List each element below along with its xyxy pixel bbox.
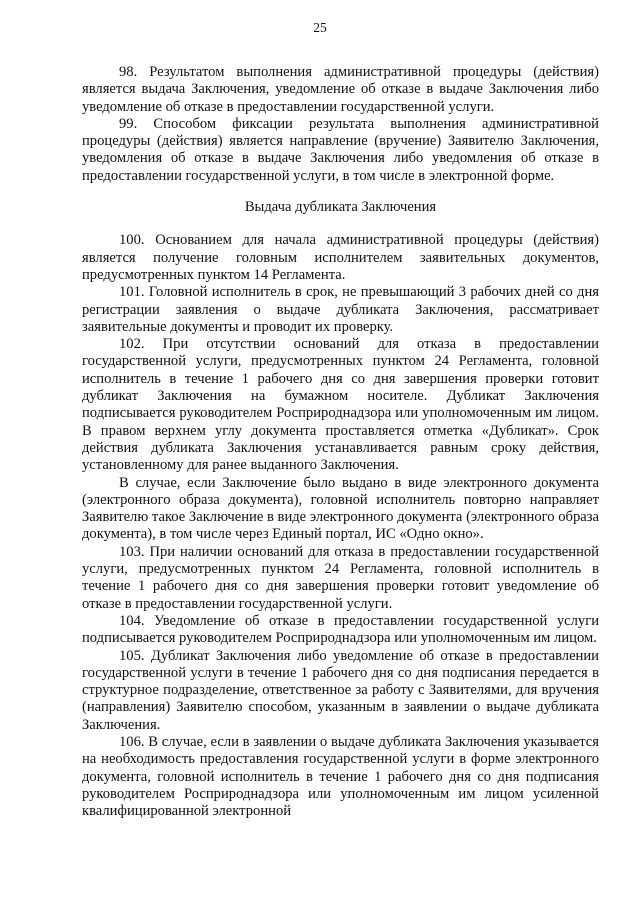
document-body — [82, 64, 599, 820]
paragraph-102-continued: В случае, если Заключение было выдано в виде электронного документа (электронного образа документа), головной исполнитель повторно направляет Заявителю такое Заключение в виде электронного документа (электронного образа документа), в том числе через Единый портал, ИС «Одно окно». — [82, 474, 599, 543]
section-heading: Выдача дубликата Заключения — [244, 199, 437, 216]
paragraph-98: 98. Результатом выполнения административной процедуры (действия) является выдача Заключения, уведомление об отказе в выдаче Заключения либо уведомление об отказе в предоставлении государственной услуги. — [82, 64, 599, 115]
paragraph-102: 102. При отсутствии оснований для отказа в предоставлении государственной услуги, предусмотренных пунктом 24 Регламента, головной исполнитель в течение 1 рабочего дня со дня завершения проверки готовит дубликат Заключения на бумажном носителе. Дубликат Заключения подписывается руководителем Росприроднадзора или уполномоченным им лицом. В правом верхнем углу документа проставляется отметка «Дубликат». Срок действия дубликата Заключения устанавливается равным сроку действия, установленному для ранее выданного Заключения. — [82, 336, 599, 474]
paragraph-103: 103. При наличии оснований для отказа в предоставлении государственной услуги, предусмотренных пунктом 24 Регламента, головной исполнитель в течение 1 рабочего дня со дня завершения проверки готовит уведомление об отказе в предоставлении государственной услуги. — [82, 543, 599, 612]
page-number: 25 — [313, 20, 327, 35]
paragraph-104: 104. Уведомление об отказе в предоставлении государственной услуги подписывается руководителем Росприроднадзора или уполномоченным им лицом. — [82, 612, 599, 647]
paragraph-106: 106. В случае, если в заявлении о выдаче дубликата Заключения указывается на необходимость предоставления государственной услуги в форме электронного документа, головной исполнитель в течение 1 рабочего дня со дня подписания руководителем Росприроднадзора или уполномоченным им лицом усиленной квалифицированной электронной — [82, 733, 599, 820]
paragraph-100: 100. Основанием для начала административной процедуры (действия) является получение головным исполнителем заявительных документов, предусмотренных пунктом 14 Регламента. — [82, 232, 599, 283]
paragraph-99: 99. Способом фиксации результата выполнения административной процедуры (действия) является направление (вручение) Заявителю Заключения, уведомления об отказе в выдаче Заключения либо уведомления об отказе в предоставлении государственной услуги, в том числе в электронной форме. — [82, 115, 599, 184]
paragraph-101: 101. Головной исполнитель в срок, не превышающий 3 рабочих дней со дня регистрации заявления о выдаче дубликата Заключения, рассматривает заявительные документы и проводит их проверку. — [82, 284, 599, 335]
paragraph-105: 105. Дубликат Заключения либо уведомление об отказе в предоставлении государственной услуги в течение 1 рабочего дня со дня подписания передается в структурное подразделение, ответственное за работу с Заявителями, для вручения (направления) Заявителю способом, указанным в заявлении о выдаче дубликата Заключения. — [82, 647, 599, 733]
